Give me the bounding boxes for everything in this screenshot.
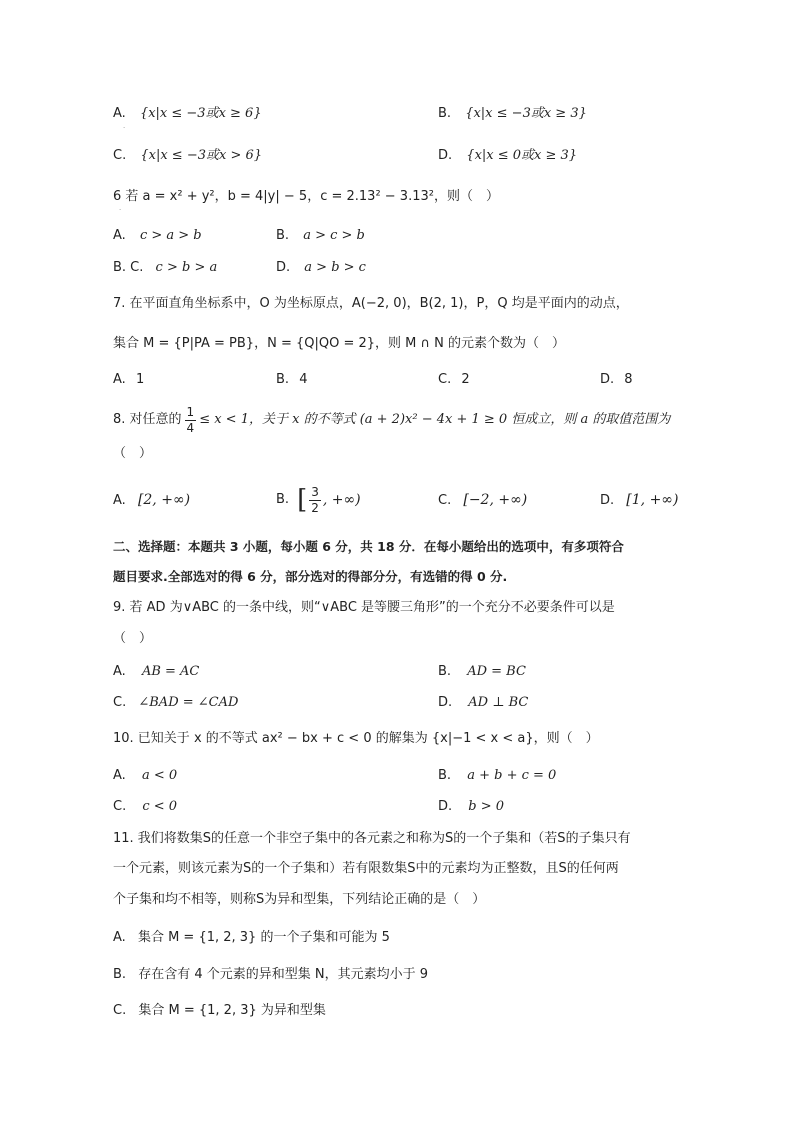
q11-option-a (113, 928, 390, 948)
q9-option-b-label: B. (438, 664, 452, 679)
scan-dot-mark: · (123, 124, 126, 132)
q5-option-d-label: D. (438, 148, 453, 163)
q8-fraction-denominator: 4 (186, 420, 195, 435)
q10-option-b-text: a + b + c = 0 (467, 768, 557, 783)
q11-option-b-text: 存在含有 4 个元素的异和型集 N，其元素均小于 9 (138, 967, 428, 982)
q9-option-d (438, 693, 528, 713)
q7-option-b-label: B. (276, 372, 290, 387)
q7-option-a-text: 1 (135, 372, 145, 387)
q8-option-d-label: D. (600, 493, 615, 508)
q9-option-c (113, 693, 238, 713)
q7-option-b-text: 4 (299, 372, 308, 387)
q6-option-c-label: B. C. (113, 260, 144, 275)
q7-stem-line1: 7. 在平面直角坐标系中，O 为坐标原点，A(−2, 0)，B(2, 1)，P，Q 均是平面内的动点， (113, 296, 629, 311)
q6-option-b-text: a > c > b (303, 228, 365, 243)
q8-fraction-numerator: 1 (186, 404, 195, 419)
q11-option-a-label: A. (113, 930, 126, 945)
q6-option-a (113, 226, 202, 246)
q5-option-c-text: {x|x ≤ −3或x > 6} (140, 148, 263, 163)
q11-stem-line1: 11. 我们将数集S的任意一个非空子集中的各元素之和称为S的一个子集和（若S的子集只有 (113, 831, 631, 846)
q6-option-d (276, 258, 366, 278)
q7-option-c-label: C. (438, 372, 452, 387)
q5-option-c (113, 146, 262, 166)
q8-option-d (600, 490, 678, 511)
q7-option-b (276, 370, 307, 390)
q9-option-c-text: ∠BAD = ∠CAD (138, 695, 239, 710)
q9-option-b-text: AD = BC (467, 664, 526, 679)
q10-stem: 10. 已知关于 x 的不等式 ax² − bx + c < 0 的解集为 {x|−1 < x < a}，则（ ） (113, 731, 599, 746)
q6-option-c-text: c > b > a (155, 260, 218, 275)
q8-option-b-open-bracket: [ (297, 485, 308, 515)
q6-option-d-label: D. (276, 260, 291, 275)
q6-option-c (113, 258, 217, 278)
q11-option-c-label: C. (113, 1003, 127, 1018)
q6-option-a-label: A. (113, 228, 126, 243)
q9-option-b (438, 662, 526, 682)
q7-stem-line2: 集合 M = {P|PA = PB}，N = {Q|QO = 2}，则 M ∩ N 的元素个数为（ ） (113, 336, 565, 351)
q8-stem-line2: （ ） (113, 446, 153, 461)
q7-option-d-label: D. (600, 372, 615, 387)
q8-stem-suffix: ≤ x < 1，关于 x 的不等式 (a + 2)x² − 4x + 1 ≥ 0 恒成立，则 a 的取值范围为 (199, 412, 671, 427)
q10-option-c-text: c < 0 (142, 799, 178, 814)
q8-fraction (185, 405, 197, 436)
q6-option-b-label: B. (276, 228, 290, 243)
q10-option-b-label: B. (438, 768, 452, 783)
scan-dot-mark: · (119, 206, 122, 214)
q8-option-a (113, 490, 190, 511)
q9-option-a-text: AB = AC (141, 664, 200, 679)
q5-option-a-label: A. (113, 106, 126, 121)
section2-instruction-line1: 二、选择题：本题共 3 小题，每小题 6 分，共 18 分．在每小题给出的选项中，有多项符合 (113, 539, 624, 554)
q9-option-a (113, 662, 199, 682)
q10-option-d (438, 797, 504, 817)
q11-option-c-text: 集合 M = {1, 2, 3} 为异和型集 (138, 1003, 326, 1018)
q5-option-d-text: {x|x ≤ 0或x ≥ 3} (466, 148, 578, 163)
q5-option-a (113, 104, 262, 124)
q8-option-b-numerator: 3 (311, 484, 319, 499)
q10-option-c-label: C. (113, 799, 127, 814)
q7-option-a (113, 370, 144, 390)
q8-option-b-label: B. (276, 492, 290, 507)
q6-option-a-text: c > a > b (139, 228, 202, 243)
q10-option-c (113, 797, 177, 817)
q8-option-b-denominator: 2 (311, 500, 319, 515)
q11-stem-line3: 个子集和均不相等，则称S为异和型集，下列结论正确的是（ ） (113, 892, 486, 907)
q5-option-d (438, 146, 577, 166)
q5-option-a-text: {x|x ≤ −3或x ≥ 6} (139, 106, 262, 121)
q11-option-c (113, 1001, 326, 1021)
q7-option-a-label: A. (113, 372, 126, 387)
q9-option-c-label: C. (113, 695, 127, 710)
q8-option-c-text: [−2, +∞) (463, 492, 528, 508)
q11-option-b-label: B. (113, 967, 127, 982)
q8-option-d-text: [1, +∞) (626, 492, 679, 508)
q9-stem-line2: （ ） (113, 631, 153, 646)
q10-option-a (113, 766, 177, 786)
q9-option-a-label: A. (113, 664, 126, 679)
q8-option-c (438, 490, 527, 511)
q8-option-c-label: C. (438, 493, 452, 508)
q6-option-d-text: a > b > c (304, 260, 366, 275)
q8-stem-line1 (113, 398, 670, 442)
q5-option-b-text: {x|x ≤ −3或x ≥ 3} (465, 106, 587, 121)
q11-option-a-text: 集合 M = {1, 2, 3} 的一个子集和可能为 5 (137, 930, 390, 945)
q5-option-c-label: C. (113, 148, 127, 163)
q6-stem: 6 若 a = x² + y²，b = 4|y| − 5，c = 2.13² − 3.13²，则（ ） (113, 189, 499, 204)
q9-option-d-text: AD ⊥ BC (468, 695, 529, 710)
q7-option-c (438, 370, 470, 390)
q10-option-b (438, 766, 556, 786)
q11-stem-line2: 一个元素，则该元素为S的一个子集和）若有限数集S中的元素均为正整数，且S的任何两 (113, 861, 619, 876)
section2-instruction-line2: 题目要求.全部选对的得 6 分，部分选对的得部分分，有选错的得 0 分. (113, 569, 508, 584)
q5-option-b (438, 104, 587, 124)
q5-option-b-label: B. (438, 106, 452, 121)
q8-option-a-text: [2, +∞) (137, 492, 191, 508)
q9-option-d-label: D. (438, 695, 453, 710)
q8-option-b-fraction (309, 485, 321, 516)
q7-option-d (600, 370, 633, 390)
q6-option-b (276, 226, 365, 246)
q8-stem-prefix: 8. 对任意的 (113, 412, 182, 427)
q7-option-c-text: 2 (461, 372, 470, 387)
q9-stem-line1: 9. 若 AD 为∨ABC 的一条中线，则“∨ABC 是等腰三角形”的一个充分不必要条件可以是 (113, 600, 615, 615)
q10-option-d-label: D. (438, 799, 453, 814)
q8-option-b-rest: , +∞) (322, 492, 361, 508)
q11-option-b (113, 965, 428, 985)
q8-option-b (276, 480, 361, 520)
q10-option-a-text: a < 0 (141, 768, 178, 783)
q8-option-a-label: A. (113, 493, 126, 508)
q10-option-d-text: b > 0 (468, 799, 505, 814)
q10-option-a-label: A. (113, 768, 126, 783)
q7-option-d-text: 8 (624, 372, 633, 387)
